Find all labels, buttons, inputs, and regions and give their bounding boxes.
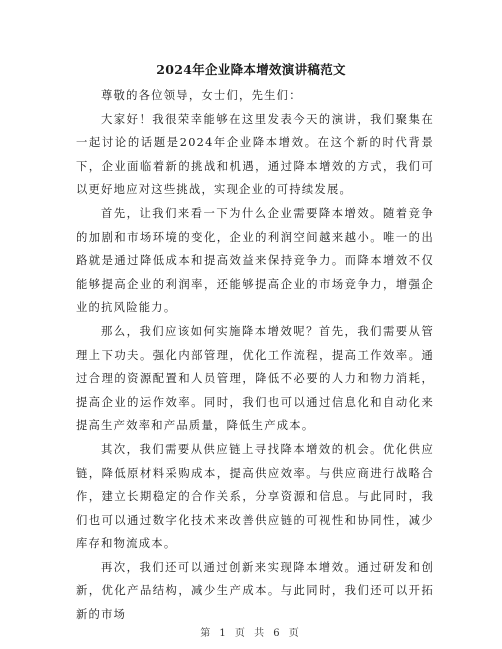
paragraph-2: 首先，让我们来看一下为什么企业需要降本增效。随着竞争的加剧和市场环境的变化，企业的利润空间越来越小。唯一的出路就是通过降低成本和提高效益来保持竞争力。而降本增效不仅能够提高企业的利润率，还能够提高企业的市场竞争力，增强企业的抗风险能力。 xyxy=(76,206,434,315)
paragraph-4: 其次，我们需要从供应链上寻找降本增效的机会。优化供应链，降低原材料采购成本，提高供应效率。与供应商进行战略合作，建立长期稳定的合作关系，分享资源和信息。与此同时，我们也可以通过数字化技术来改善供应链的可视性和协同性，减少库存和物流成本。 xyxy=(76,442,434,551)
page-number-footer: 第 1 页 共 6 页 xyxy=(200,628,302,639)
paragraph-3: 那么，我们应该如何实施降本增效呢？首先，我们需要从管理上下功夫。强化内部管理，优化工作流程，提高工作效率。通过合理的资源配置和人员管理，降低不必要的人力和物力消耗，提高企业的运作效率。同时，我们也可以通过信息化和自动化来提高生产效率和产品质量，降低生产成本。 xyxy=(76,324,434,433)
salutation: 尊敬的各位领导，女士们，先生们： xyxy=(101,89,302,102)
document-body xyxy=(76,84,434,627)
document-title: 2024年企业降本增效演讲稿范文 xyxy=(156,62,346,77)
paragraph-1: 大家好！我很荣幸能够在这里发表今天的演讲，我们聚集在一起讨论的话题是2024年企业降本增效。在这个新的时代背景下，企业面临着新的挑战和机遇，通过降本增效的方式，我们可以更好地应对这些挑战，实现企业的可持续发展。 xyxy=(76,112,434,197)
paragraph-5: 再次，我们还可以通过创新来实现降本增效。通过研发和创新，优化产品结构，减少生产成本。与此同时，我们还可以开拓新的市场 xyxy=(76,560,434,622)
